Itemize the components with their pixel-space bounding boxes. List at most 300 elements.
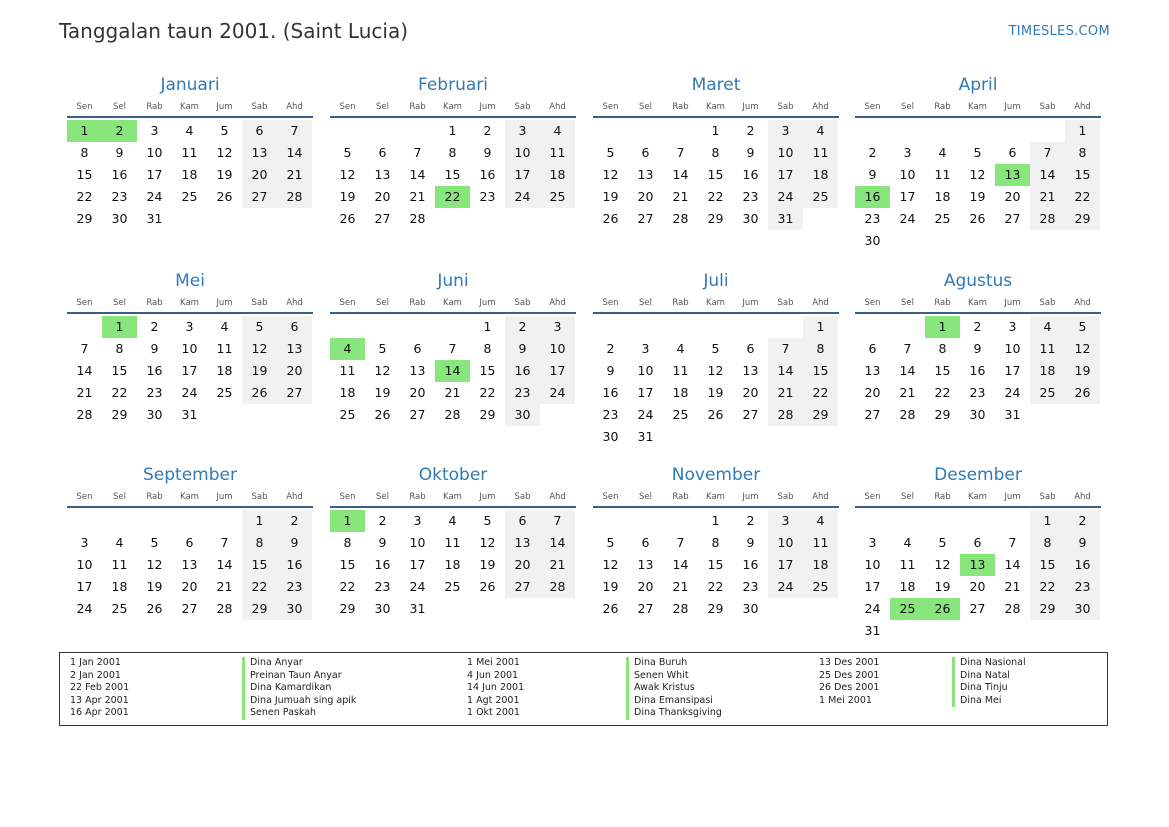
day-cell[interactable]: 3 bbox=[903, 145, 912, 160]
day-cell[interactable]: 7 bbox=[413, 145, 422, 160]
day-cell[interactable]: 16 bbox=[277, 554, 312, 576]
day-cell[interactable]: 25 bbox=[1030, 382, 1065, 404]
day-cell[interactable]: 28 bbox=[277, 186, 312, 208]
day-cell[interactable]: 9 bbox=[115, 145, 124, 160]
day-cell[interactable]: 25 bbox=[803, 576, 838, 598]
day-cell[interactable]: 6 bbox=[1008, 145, 1017, 160]
day-cell[interactable]: 20 bbox=[637, 579, 654, 594]
day-cell[interactable]: 10 bbox=[409, 535, 426, 550]
day-cell[interactable]: 7 bbox=[676, 535, 685, 550]
day-cell[interactable]: 29 bbox=[76, 211, 93, 226]
day-cell[interactable]: 13 bbox=[637, 557, 654, 572]
day-cell[interactable]: 1 bbox=[1030, 510, 1065, 532]
day-cell[interactable]: 27 bbox=[864, 407, 881, 422]
day-cell[interactable]: 8 bbox=[115, 341, 124, 356]
day-cell[interactable]: 24 bbox=[146, 189, 163, 204]
day-cell[interactable]: 12 bbox=[339, 167, 356, 182]
day-cell[interactable]: 18 bbox=[803, 164, 838, 186]
day-cell[interactable]: 21 bbox=[1030, 186, 1065, 208]
day-cell[interactable]: 9 bbox=[746, 535, 755, 550]
brand-link[interactable]: TIMESLES.COM bbox=[1008, 24, 1110, 39]
day-cell[interactable]: 11 bbox=[672, 363, 689, 378]
day-cell[interactable]: 14 bbox=[216, 557, 233, 572]
day-cell[interactable]: 11 bbox=[181, 145, 198, 160]
day-cell[interactable]: 30 bbox=[374, 601, 391, 616]
day-cell[interactable]: 5 bbox=[242, 316, 277, 338]
day-cell[interactable]: 14 bbox=[672, 167, 689, 182]
day-cell[interactable]: 18 bbox=[339, 385, 356, 400]
day-cell[interactable]: 24 bbox=[540, 382, 575, 404]
day-cell[interactable]: 10 bbox=[1004, 341, 1021, 356]
day-cell[interactable]: 27 bbox=[277, 382, 312, 404]
day-cell[interactable]: 22 bbox=[707, 579, 724, 594]
day-cell[interactable]: 31 bbox=[409, 601, 426, 616]
day-cell[interactable]: 6 bbox=[868, 341, 877, 356]
day-cell[interactable]: 25 bbox=[934, 211, 951, 226]
day-cell[interactable]: 30 bbox=[1065, 598, 1100, 620]
day-cell[interactable]: 25 bbox=[111, 601, 128, 616]
day-cell[interactable]: 7 bbox=[80, 341, 89, 356]
day-cell[interactable]: 23 bbox=[742, 189, 759, 204]
day-cell[interactable]: 14 bbox=[899, 363, 916, 378]
day-cell[interactable]: 18 bbox=[540, 164, 575, 186]
day-cell[interactable]: 25 bbox=[803, 186, 838, 208]
day-cell[interactable]: 3 bbox=[185, 319, 194, 334]
day-cell[interactable]: 21 bbox=[277, 164, 312, 186]
day-cell[interactable]: 21 bbox=[672, 579, 689, 594]
day-cell[interactable]: 11 bbox=[899, 557, 916, 572]
day-cell[interactable]: 8 bbox=[1065, 142, 1100, 164]
day-cell[interactable]: 22 bbox=[707, 189, 724, 204]
day-cell[interactable]: 31 bbox=[181, 407, 198, 422]
day-cell[interactable]: 30 bbox=[969, 407, 986, 422]
day-cell[interactable]: 2 bbox=[606, 341, 615, 356]
day-cell[interactable]: 28 bbox=[76, 407, 93, 422]
day-cell[interactable]: 11 bbox=[540, 142, 575, 164]
day-cell[interactable]: 21 bbox=[1004, 579, 1021, 594]
day-cell[interactable]: 25 bbox=[339, 407, 356, 422]
day-cell[interactable]: 5 bbox=[606, 145, 615, 160]
day-cell[interactable]: 7 bbox=[1008, 535, 1017, 550]
day-cell[interactable]: 24 bbox=[768, 576, 803, 598]
day-cell[interactable]: 15 bbox=[934, 363, 951, 378]
day-cell[interactable]: 19 bbox=[146, 579, 163, 594]
day-cell[interactable]: 22 bbox=[242, 576, 277, 598]
day-cell[interactable]: 18 bbox=[672, 385, 689, 400]
day-cell[interactable]: 19 bbox=[602, 189, 619, 204]
day-cell[interactable]: 1 bbox=[803, 316, 838, 338]
day-cell[interactable]: 12 bbox=[707, 363, 724, 378]
day-cell[interactable]: 9 bbox=[378, 535, 387, 550]
day-cell[interactable]: 25 bbox=[444, 579, 461, 594]
day-cell[interactable]: 3 bbox=[868, 535, 877, 550]
day-cell[interactable]: 22 bbox=[1030, 576, 1065, 598]
day-cell[interactable]: 19 bbox=[969, 189, 986, 204]
day-cell[interactable]: 16 bbox=[479, 167, 496, 182]
day-cell[interactable]: 27 bbox=[374, 211, 391, 226]
day-cell[interactable]: 7 bbox=[903, 341, 912, 356]
day-cell[interactable]: 20 bbox=[409, 385, 426, 400]
day-cell[interactable]: 3 bbox=[413, 513, 422, 528]
day-cell[interactable]: 22 bbox=[934, 385, 951, 400]
day-cell[interactable]: 6 bbox=[746, 341, 755, 356]
day-cell[interactable]: 13 bbox=[374, 167, 391, 182]
day-cell[interactable]: 24 bbox=[768, 186, 803, 208]
day-cell[interactable]: 30 bbox=[111, 211, 128, 226]
day-cell[interactable]: 8 bbox=[711, 535, 720, 550]
day-cell[interactable]: 1 bbox=[711, 123, 720, 138]
day-cell[interactable]: 3 bbox=[540, 316, 575, 338]
day-cell[interactable]: 15 bbox=[444, 167, 461, 182]
day-cell[interactable]: 9 bbox=[746, 145, 755, 160]
day-cell[interactable]: 9 bbox=[973, 341, 982, 356]
day-cell[interactable]: 4 bbox=[1030, 316, 1065, 338]
day-cell[interactable]: 17 bbox=[768, 554, 803, 576]
day-cell[interactable]: 25 bbox=[216, 385, 233, 400]
day-cell[interactable]: 11 bbox=[934, 167, 951, 182]
day-cell[interactable]: 19 bbox=[602, 579, 619, 594]
day-cell[interactable]: 1 bbox=[483, 319, 492, 334]
day-cell[interactable]: 24 bbox=[864, 601, 881, 616]
day-cell[interactable]: 5 bbox=[378, 341, 387, 356]
day-cell[interactable]: 16 bbox=[969, 363, 986, 378]
day-cell[interactable]: 12 bbox=[969, 167, 986, 182]
day-cell[interactable]: 6 bbox=[641, 145, 650, 160]
day-cell[interactable]: 20 bbox=[277, 360, 312, 382]
day-cell[interactable]: 13 bbox=[277, 338, 312, 360]
day-cell[interactable]: 8 bbox=[242, 532, 277, 554]
day-cell[interactable]: 3 bbox=[641, 341, 650, 356]
day-cell[interactable]: 5 bbox=[483, 513, 492, 528]
day-cell[interactable]: 4 bbox=[115, 535, 124, 550]
day-cell[interactable]: 19 bbox=[216, 167, 233, 182]
day-cell[interactable]: 26 bbox=[339, 211, 356, 226]
day-cell[interactable]: 15 bbox=[339, 557, 356, 572]
day-cell[interactable]: 28 bbox=[672, 601, 689, 616]
day-cell[interactable]: 4 bbox=[185, 123, 194, 138]
day-cell[interactable]: 20 bbox=[1004, 189, 1021, 204]
day-cell[interactable]: 5 bbox=[1065, 316, 1100, 338]
day-cell[interactable]: 5 bbox=[711, 341, 720, 356]
day-cell[interactable]: 11 bbox=[444, 535, 461, 550]
day-cell[interactable]: 3 bbox=[80, 535, 89, 550]
day-cell[interactable]: 23 bbox=[111, 189, 128, 204]
day-cell[interactable]: 13 bbox=[864, 363, 881, 378]
day-cell[interactable]: 12 bbox=[374, 363, 391, 378]
day-cell[interactable]: 28 bbox=[540, 576, 575, 598]
day-cell[interactable]: 2 bbox=[505, 316, 540, 338]
day-cell[interactable]: 20 bbox=[637, 189, 654, 204]
day-cell[interactable]: 21 bbox=[216, 579, 233, 594]
day-cell[interactable]: 31 bbox=[146, 211, 163, 226]
day-cell[interactable]: 19 bbox=[934, 579, 951, 594]
day-cell[interactable]: 28 bbox=[768, 404, 803, 426]
day-cell[interactable]: 16 bbox=[146, 363, 163, 378]
day-cell[interactable]: 21 bbox=[540, 554, 575, 576]
day-cell[interactable]: 30 bbox=[742, 601, 759, 616]
day-cell[interactable]: 29 bbox=[1065, 208, 1100, 230]
day-cell[interactable]: 19 bbox=[339, 189, 356, 204]
day-cell[interactable]: 24 bbox=[76, 601, 93, 616]
day-cell[interactable]: 15 bbox=[1030, 554, 1065, 576]
day-cell[interactable]: 24 bbox=[1004, 385, 1021, 400]
day-cell[interactable]: 12 bbox=[934, 557, 951, 572]
day-cell[interactable]: 5 bbox=[220, 123, 229, 138]
day-cell[interactable]: 7 bbox=[220, 535, 229, 550]
day-cell[interactable]: 22 bbox=[479, 385, 496, 400]
day-cell[interactable]: 2 bbox=[277, 510, 312, 532]
day-cell[interactable]: 13 bbox=[181, 557, 198, 572]
day-cell[interactable]: 13 bbox=[505, 532, 540, 554]
day-cell[interactable]: 24 bbox=[409, 579, 426, 594]
day-cell[interactable]: 8 bbox=[1030, 532, 1065, 554]
day-cell[interactable]: 7 bbox=[676, 145, 685, 160]
day-cell[interactable]: 17 bbox=[146, 167, 163, 182]
day-cell[interactable]: 26 bbox=[146, 601, 163, 616]
day-cell[interactable]: 27 bbox=[742, 407, 759, 422]
day-cell[interactable]: 26 bbox=[374, 407, 391, 422]
day-cell[interactable]: 9 bbox=[505, 338, 540, 360]
day-cell[interactable]: 28 bbox=[1004, 601, 1021, 616]
day-cell[interactable]: 30 bbox=[602, 429, 619, 444]
day-cell[interactable]: 4 bbox=[448, 513, 457, 528]
holiday-day-cell[interactable]: 26 bbox=[925, 598, 960, 620]
day-cell[interactable]: 8 bbox=[80, 145, 89, 160]
day-cell[interactable]: 6 bbox=[505, 510, 540, 532]
day-cell[interactable]: 20 bbox=[864, 385, 881, 400]
day-cell[interactable]: 27 bbox=[181, 601, 198, 616]
day-cell[interactable]: 16 bbox=[742, 557, 759, 572]
day-cell[interactable]: 26 bbox=[602, 211, 619, 226]
day-cell[interactable]: 2 bbox=[1065, 510, 1100, 532]
day-cell[interactable]: 30 bbox=[505, 404, 540, 426]
day-cell[interactable]: 4 bbox=[540, 120, 575, 142]
day-cell[interactable]: 19 bbox=[1065, 360, 1100, 382]
day-cell[interactable]: 20 bbox=[505, 554, 540, 576]
day-cell[interactable]: 17 bbox=[181, 363, 198, 378]
holiday-day-cell[interactable]: 16 bbox=[855, 186, 890, 208]
day-cell[interactable]: 3 bbox=[768, 510, 803, 532]
day-cell[interactable]: 28 bbox=[672, 211, 689, 226]
day-cell[interactable]: 18 bbox=[1030, 360, 1065, 382]
day-cell[interactable]: 29 bbox=[1030, 598, 1065, 620]
day-cell[interactable]: 17 bbox=[76, 579, 93, 594]
day-cell[interactable]: 7 bbox=[448, 341, 457, 356]
day-cell[interactable]: 29 bbox=[707, 601, 724, 616]
day-cell[interactable]: 27 bbox=[505, 576, 540, 598]
day-cell[interactable]: 1 bbox=[448, 123, 457, 138]
day-cell[interactable]: 24 bbox=[899, 211, 916, 226]
day-cell[interactable]: 14 bbox=[768, 360, 803, 382]
day-cell[interactable]: 27 bbox=[637, 211, 654, 226]
holiday-day-cell[interactable]: 2 bbox=[102, 120, 137, 142]
day-cell[interactable]: 15 bbox=[1065, 164, 1100, 186]
day-cell[interactable]: 8 bbox=[448, 145, 457, 160]
day-cell[interactable]: 14 bbox=[1030, 164, 1065, 186]
day-cell[interactable]: 7 bbox=[540, 510, 575, 532]
day-cell[interactable]: 17 bbox=[409, 557, 426, 572]
day-cell[interactable]: 22 bbox=[339, 579, 356, 594]
day-cell[interactable]: 17 bbox=[768, 164, 803, 186]
day-cell[interactable]: 23 bbox=[969, 385, 986, 400]
day-cell[interactable]: 17 bbox=[864, 579, 881, 594]
day-cell[interactable]: 31 bbox=[1004, 407, 1021, 422]
day-cell[interactable]: 26 bbox=[969, 211, 986, 226]
day-cell[interactable]: 4 bbox=[938, 145, 947, 160]
day-cell[interactable]: 24 bbox=[637, 407, 654, 422]
day-cell[interactable]: 10 bbox=[76, 557, 93, 572]
day-cell[interactable]: 13 bbox=[637, 167, 654, 182]
day-cell[interactable]: 6 bbox=[242, 120, 277, 142]
day-cell[interactable]: 30 bbox=[146, 407, 163, 422]
day-cell[interactable]: 29 bbox=[934, 407, 951, 422]
day-cell[interactable]: 11 bbox=[339, 363, 356, 378]
day-cell[interactable]: 18 bbox=[899, 579, 916, 594]
day-cell[interactable]: 30 bbox=[864, 233, 881, 248]
holiday-day-cell[interactable]: 1 bbox=[330, 510, 365, 532]
day-cell[interactable]: 27 bbox=[242, 186, 277, 208]
day-cell[interactable]: 4 bbox=[803, 120, 838, 142]
day-cell[interactable]: 15 bbox=[479, 363, 496, 378]
day-cell[interactable]: 31 bbox=[637, 429, 654, 444]
day-cell[interactable]: 27 bbox=[969, 601, 986, 616]
day-cell[interactable]: 28 bbox=[444, 407, 461, 422]
day-cell[interactable]: 10 bbox=[768, 142, 803, 164]
day-cell[interactable]: 5 bbox=[343, 145, 352, 160]
day-cell[interactable]: 11 bbox=[1030, 338, 1065, 360]
day-cell[interactable]: 29 bbox=[479, 407, 496, 422]
day-cell[interactable]: 7 bbox=[277, 120, 312, 142]
day-cell[interactable]: 15 bbox=[707, 557, 724, 572]
day-cell[interactable]: 2 bbox=[746, 123, 755, 138]
day-cell[interactable]: 2 bbox=[150, 319, 159, 334]
day-cell[interactable]: 16 bbox=[1065, 554, 1100, 576]
day-cell[interactable]: 11 bbox=[111, 557, 128, 572]
day-cell[interactable]: 18 bbox=[181, 167, 198, 182]
day-cell[interactable]: 4 bbox=[676, 341, 685, 356]
day-cell[interactable]: 1 bbox=[711, 513, 720, 528]
day-cell[interactable]: 21 bbox=[899, 385, 916, 400]
day-cell[interactable]: 29 bbox=[111, 407, 128, 422]
day-cell[interactable]: 14 bbox=[672, 557, 689, 572]
day-cell[interactable]: 8 bbox=[343, 535, 352, 550]
day-cell[interactable]: 20 bbox=[374, 189, 391, 204]
day-cell[interactable]: 23 bbox=[505, 382, 540, 404]
day-cell[interactable]: 24 bbox=[181, 385, 198, 400]
day-cell[interactable]: 15 bbox=[803, 360, 838, 382]
day-cell[interactable]: 12 bbox=[216, 145, 233, 160]
holiday-day-cell[interactable]: 14 bbox=[435, 360, 470, 382]
day-cell[interactable]: 4 bbox=[903, 535, 912, 550]
holiday-day-cell[interactable]: 1 bbox=[925, 316, 960, 338]
day-cell[interactable]: 21 bbox=[768, 382, 803, 404]
day-cell[interactable]: 15 bbox=[111, 363, 128, 378]
day-cell[interactable]: 3 bbox=[150, 123, 159, 138]
day-cell[interactable]: 8 bbox=[711, 145, 720, 160]
day-cell[interactable]: 10 bbox=[768, 532, 803, 554]
day-cell[interactable]: 26 bbox=[479, 579, 496, 594]
day-cell[interactable]: 3 bbox=[768, 120, 803, 142]
day-cell[interactable]: 7 bbox=[768, 338, 803, 360]
day-cell[interactable]: 2 bbox=[483, 123, 492, 138]
day-cell[interactable]: 8 bbox=[803, 338, 838, 360]
day-cell[interactable]: 5 bbox=[150, 535, 159, 550]
day-cell[interactable]: 20 bbox=[742, 385, 759, 400]
day-cell[interactable]: 16 bbox=[602, 385, 619, 400]
day-cell[interactable]: 26 bbox=[707, 407, 724, 422]
day-cell[interactable]: 28 bbox=[899, 407, 916, 422]
day-cell[interactable]: 9 bbox=[868, 167, 877, 182]
holiday-day-cell[interactable]: 13 bbox=[960, 554, 995, 576]
day-cell[interactable]: 6 bbox=[413, 341, 422, 356]
day-cell[interactable]: 10 bbox=[181, 341, 198, 356]
day-cell[interactable]: 22 bbox=[1065, 186, 1100, 208]
holiday-day-cell[interactable]: 25 bbox=[890, 598, 925, 620]
day-cell[interactable]: 9 bbox=[1065, 532, 1100, 554]
day-cell[interactable]: 10 bbox=[637, 363, 654, 378]
day-cell[interactable]: 16 bbox=[374, 557, 391, 572]
day-cell[interactable]: 25 bbox=[181, 189, 198, 204]
day-cell[interactable]: 11 bbox=[216, 341, 233, 356]
day-cell[interactable]: 9 bbox=[483, 145, 492, 160]
day-cell[interactable]: 9 bbox=[150, 341, 159, 356]
day-cell[interactable]: 27 bbox=[409, 407, 426, 422]
day-cell[interactable]: 6 bbox=[277, 316, 312, 338]
day-cell[interactable]: 29 bbox=[242, 598, 277, 620]
day-cell[interactable]: 19 bbox=[374, 385, 391, 400]
day-cell[interactable]: 12 bbox=[1065, 338, 1100, 360]
day-cell[interactable]: 9 bbox=[606, 363, 615, 378]
day-cell[interactable]: 23 bbox=[602, 407, 619, 422]
day-cell[interactable]: 19 bbox=[479, 557, 496, 572]
day-cell[interactable]: 15 bbox=[242, 554, 277, 576]
day-cell[interactable]: 26 bbox=[1065, 382, 1100, 404]
day-cell[interactable]: 13 bbox=[409, 363, 426, 378]
day-cell[interactable]: 6 bbox=[378, 145, 387, 160]
day-cell[interactable]: 28 bbox=[409, 211, 426, 226]
day-cell[interactable]: 17 bbox=[505, 164, 540, 186]
day-cell[interactable]: 28 bbox=[216, 601, 233, 616]
day-cell[interactable]: 18 bbox=[111, 579, 128, 594]
day-cell[interactable]: 28 bbox=[1030, 208, 1065, 230]
day-cell[interactable]: 21 bbox=[76, 385, 93, 400]
day-cell[interactable]: 16 bbox=[742, 167, 759, 182]
day-cell[interactable]: 5 bbox=[973, 145, 982, 160]
day-cell[interactable]: 10 bbox=[864, 557, 881, 572]
day-cell[interactable]: 30 bbox=[277, 598, 312, 620]
day-cell[interactable]: 23 bbox=[864, 211, 881, 226]
day-cell[interactable]: 20 bbox=[181, 579, 198, 594]
day-cell[interactable]: 30 bbox=[742, 211, 759, 226]
day-cell[interactable]: 24 bbox=[505, 186, 540, 208]
day-cell[interactable]: 18 bbox=[216, 363, 233, 378]
day-cell[interactable]: 22 bbox=[76, 189, 93, 204]
day-cell[interactable]: 20 bbox=[969, 579, 986, 594]
day-cell[interactable]: 17 bbox=[899, 189, 916, 204]
day-cell[interactable]: 10 bbox=[899, 167, 916, 182]
day-cell[interactable]: 26 bbox=[242, 382, 277, 404]
day-cell[interactable]: 11 bbox=[803, 142, 838, 164]
day-cell[interactable]: 3 bbox=[505, 120, 540, 142]
day-cell[interactable]: 16 bbox=[505, 360, 540, 382]
day-cell[interactable]: 22 bbox=[803, 382, 838, 404]
holiday-day-cell[interactable]: 22 bbox=[435, 186, 470, 208]
holiday-day-cell[interactable]: 4 bbox=[330, 338, 365, 360]
day-cell[interactable]: 10 bbox=[505, 142, 540, 164]
day-cell[interactable]: 25 bbox=[672, 407, 689, 422]
day-cell[interactable]: 6 bbox=[185, 535, 194, 550]
day-cell[interactable]: 29 bbox=[707, 211, 724, 226]
